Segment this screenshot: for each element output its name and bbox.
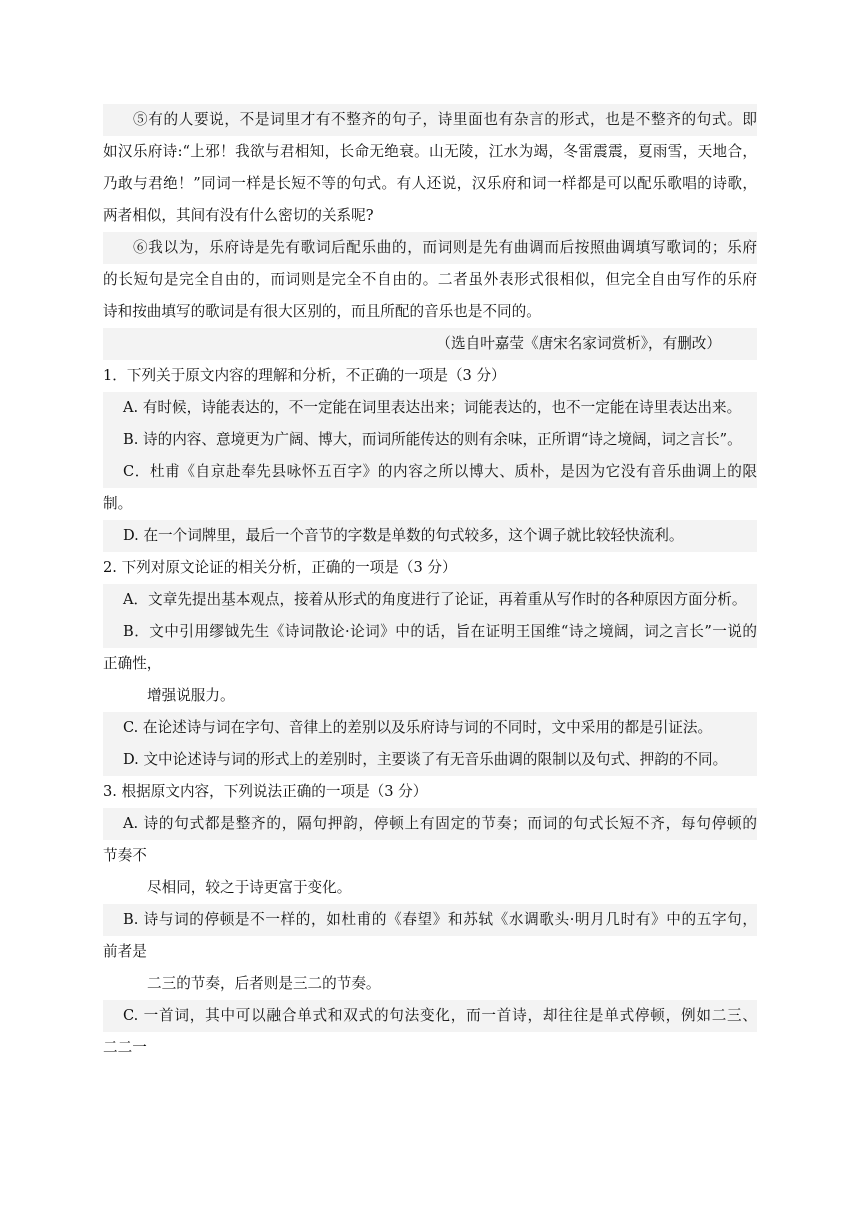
question-1-option-b: B. 诗的内容、意境更为广阔、博大，而词所能传达的则有余味，正所谓“诗之境阔，词之言长”。 [103,424,757,456]
question-1-option-d: D. 在一个词牌里，最后一个音节的字数是单数的句式较多，这个调子就比较轻快流利。 [103,520,757,552]
document-page [103,104,757,1064]
question-1-option-a: A. 有时候，诗能表达的，不一定能在词里表达出来；词能表达的，也不一定能在诗里表达出来。 [103,392,757,424]
paragraph-5-line-4: 两者相似，其间有没有什么密切的关系呢? [103,207,374,224]
question-1-option-c-line-2: 制。 [103,495,133,512]
question-2-stem: 2. 下列对原文论证的相关分析，正确的一项是（3 分） [103,559,457,576]
paragraph-6-line-3: 诗和按曲填写的歌词是有很大区别的，而且所配的音乐也是不同的。 [103,303,541,320]
question-3-option-c-line-2: 二二一 [103,1039,147,1056]
question-2-option-c: C. 在论述诗与词在字句、音律上的差别以及乐府诗与词的不同时，文中采用的都是引证法。 [103,712,757,744]
question-2-option-a: A．文章先提出基本观点，接着从形式的角度进行了论证，再着重从写作时的各种原因方面分析。 [103,584,757,616]
question-1-option-c-line-1: C．杜甫《自京赴奉先县咏怀五百字》的内容之所以博大、质朴，是因为它没有音乐曲调上的限 [103,456,757,488]
question-3-option-b-line-2: 前者是 [103,943,147,960]
question-3-option-a-line-3: 尽相同，较之于诗更富于变化。 [147,879,352,896]
question-3-option-c-line-1: C. 一首词，其中可以融合单式和双式的句法变化，而一首诗，却往往是单式停顿，例如二三、 [103,1000,757,1032]
question-3-option-a-line-1: A. 诗的句式都是整齐的，隔句押韵，停顿上有固定的节奏；而词的句式长短不齐，每句停顿的 [103,808,757,840]
question-2-option-b-line-2: 正确性， [103,655,162,672]
paragraph-6-line-1: ⑥我以为，乐府诗是先有歌词后配乐曲的，而词则是先有曲调而后按照曲调填写歌词的；乐府 [103,232,757,264]
passage-source: （选自叶嘉莹《唐宋名家词赏析》，有删改） [103,328,757,360]
paragraph-5-line-1: ⑤有的人要说，不是词里才有不整齐的句子，诗里面也有杂言的形式，也是不整齐的句式。即 [103,104,757,136]
question-3-option-a-line-2: 节奏不 [103,847,147,864]
question-2-option-d: D. 文中论述诗与词的形式上的差别时，主要谈了有无音乐曲调的限制以及句式、押韵的不同。 [103,744,757,776]
paragraph-5-line-3: 乃敢与君绝！”同词一样是长短不等的句式。有人还说，汉乐府和词一样都是可以配乐歌唱的诗歌， [103,175,757,192]
question-2-option-b-line-1: B．文中引用缪钺先生《诗词散论·论词》中的话，旨在证明王国维“诗之境阔，词之言长”一说的 [103,616,757,648]
paragraph-6-line-2: 的长短句是完全自由的，而词则是完全不自由的。二者虽外表形式很相似，但完全自由写作的乐府 [103,271,757,288]
question-1-stem: 1．下列关于原文内容的理解和分析，不正确的一项是（3 分） [103,367,506,384]
question-2-option-b-line-3: 增强说服力。 [147,687,235,704]
question-3-stem: 3. 根据原文内容，下列说法正确的一项是（3 分） [103,783,428,800]
question-3-option-b-line-3: 二三的节奏，后者则是三二的节奏。 [147,975,381,992]
paragraph-5-line-2: 如汉乐府诗:“上邪！我欲与君相知，长命无绝衰。山无陵，江水为竭，冬雷震震，夏雨雪，天地合， [103,143,757,160]
question-3-option-b-line-1: B. 诗与词的停顿是不一样的，如杜甫的《春望》和苏轼《水调歌头·明月几时有》中的五字句， [103,904,757,936]
